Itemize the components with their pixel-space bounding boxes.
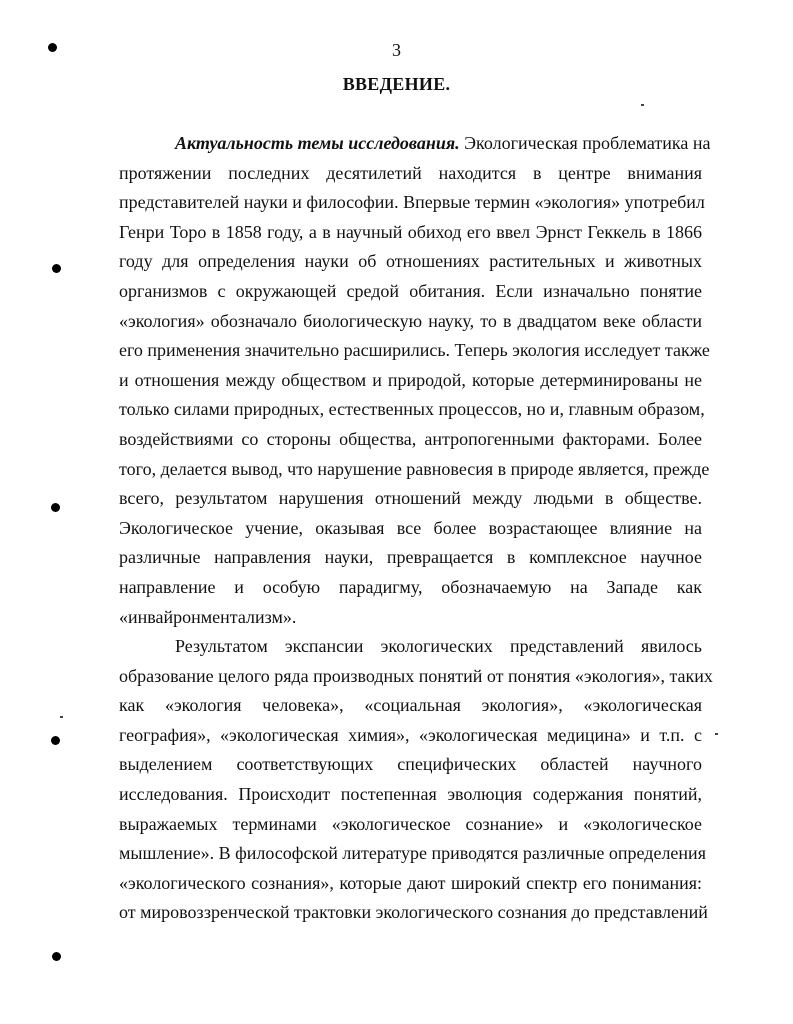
text-line: направление и особую парадигму, обозначаемую на Западе как — [119, 576, 702, 597]
text-line: исследования. Происходит постепенная эволюция содержания понятий, — [119, 784, 702, 805]
text-line: мышление». В философской литературе приводятся различные определения — [119, 843, 706, 864]
paragraph-expansion — [119, 632, 713, 928]
text-line: как «экология человека», «социальная экология», «экологическая — [119, 695, 702, 716]
text-line: протяжении последних десятилетий находится в центре внимания — [119, 162, 702, 183]
text-line: образование целого ряда производных понятий от понятия «экология», таких — [119, 665, 713, 686]
text-line: того, делается вывод, что нарушение равновесия в природе является, прежде — [119, 458, 710, 479]
section-lead: Актуальность темы исследования. — [175, 133, 460, 153]
text-line: от мировоззренческой трактовки экологического сознания до представлений — [119, 902, 708, 923]
text-line: его применения значительно расширились. Теперь экология исследует также — [119, 340, 710, 361]
text-line: «экологического сознания», которые дают широкий спектр его понимания: — [119, 872, 702, 893]
binding-hole-mark — [51, 736, 60, 745]
scan-speck — [60, 716, 63, 718]
binding-hole-mark — [51, 503, 60, 512]
binding-hole-mark — [52, 264, 61, 273]
text-line: «экология» обозначало биологическую науку, то в двадцатом веке области — [119, 310, 702, 331]
text-line: Актуальность темы исследования. Экологическая проблематика на — [175, 133, 711, 153]
text-line: только силами природных, естественных процессов, но и, главным образом, — [119, 399, 705, 420]
text-line: выделением соответствующих специфических областей научного — [119, 754, 702, 775]
text-line: представителей науки и философии. Впервые термин «экология» употребил — [119, 192, 705, 213]
text-line: году для определения науки об отношениях растительных и животных — [119, 251, 702, 272]
scan-speck — [715, 733, 718, 735]
text-line: Результатом экспансии экологических представлений явилось — [175, 636, 702, 657]
text-line: различные направления науки, превращается в комплексное научное — [119, 547, 702, 568]
page-number: 3 — [392, 40, 401, 60]
text-line: «инвайронментализм». — [119, 606, 297, 627]
text-line: Экологическое учение, оказывая все более возрастающее влияние на — [119, 517, 702, 538]
text-line: организмов с окружающей средой обитания. Если изначально понятие — [119, 280, 702, 301]
body-text — [119, 129, 713, 928]
text-line: и отношения между обществом и природой, которые детерминированы не — [119, 369, 702, 390]
text-line: выражаемых терминами «экологическое сознание» и «экологическое — [119, 813, 702, 834]
text-line: воздействиями со стороны общества, антропогенными факторами. Более — [119, 428, 702, 449]
scan-speck — [641, 104, 644, 106]
text-line: география», «экологическая химия», «экологическая медицина» и т.п. с — [119, 724, 702, 745]
paragraph-relevance — [119, 129, 711, 632]
text-line: Генри Торо в 1858 году, а в научный обиход его ввел Эрнст Геккель в 1866 — [119, 221, 702, 242]
text-line: всего, результатом нарушения отношений между людьми в обществе. — [119, 488, 702, 509]
binding-hole-mark — [52, 952, 61, 961]
page-title: ВВЕДЕНИЕ. — [342, 74, 451, 94]
